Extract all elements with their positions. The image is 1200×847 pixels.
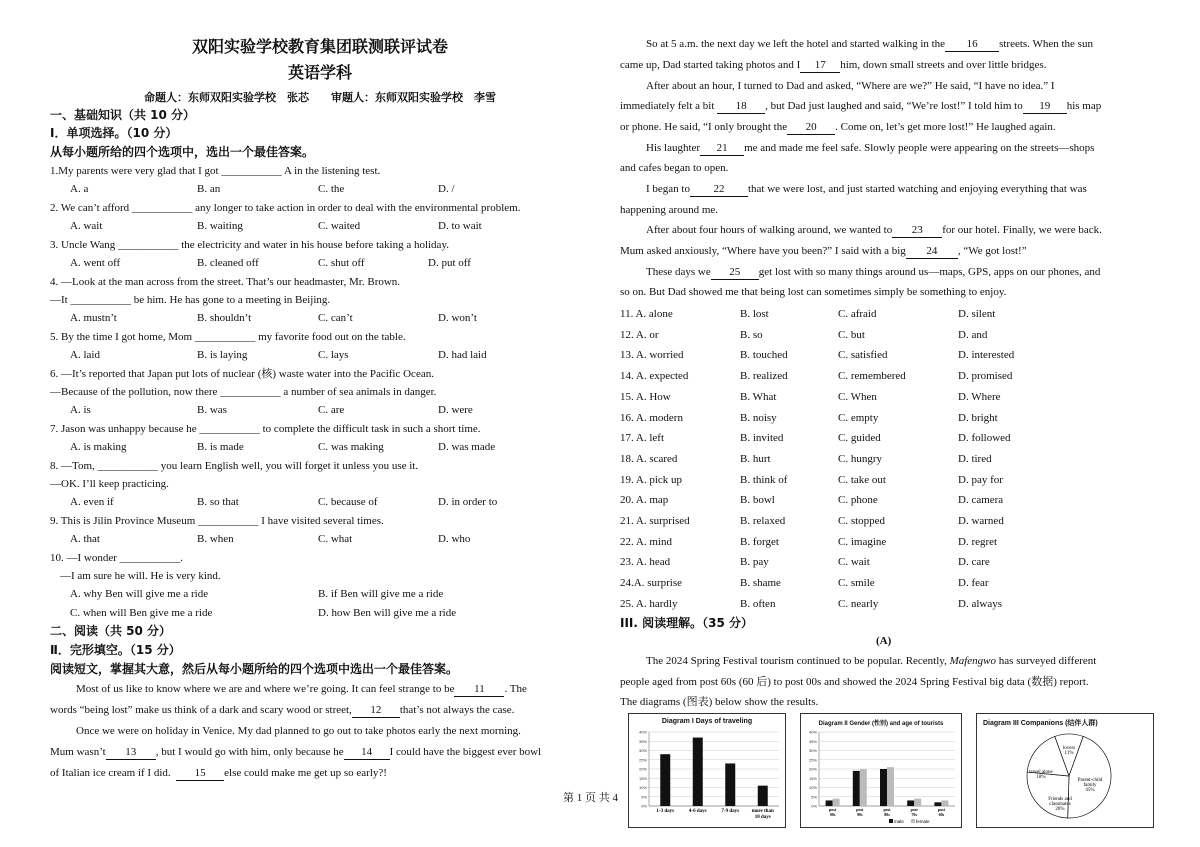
cloze-text: for our hotel. Finally, we were back. <box>942 224 1102 236</box>
cloze-option: 15. A. How <box>620 390 671 403</box>
q6-option-c: C. are <box>318 404 345 416</box>
bar-male <box>934 802 941 806</box>
x-tick-label: 4-6 days <box>688 809 707 814</box>
q2-option-a: A. wait <box>70 220 103 232</box>
cloze-line-14: happening around me. <box>620 204 719 216</box>
y-tick-label: 5% <box>811 794 817 800</box>
cloze-text: I could have the biggest ever bowl <box>389 746 542 758</box>
q4-option-a: A. mustn’t <box>70 312 117 324</box>
cloze-line-15 <box>646 223 1102 238</box>
cloze-option: C. hungry <box>838 452 882 465</box>
q8-option-b: B. so that <box>197 496 239 508</box>
bar-male <box>880 769 887 806</box>
cloze-text: else could make me get up so early?! <box>224 767 387 779</box>
cloze-option: C. but <box>838 328 865 341</box>
diagram-3-plot <box>977 726 1153 826</box>
blank-12: 12 <box>352 703 400 718</box>
cloze-text: immediately felt a bit <box>620 100 715 112</box>
q1-option-c: C. the <box>318 183 345 195</box>
cloze-option: 21. A. surprised <box>620 515 690 527</box>
q5-option-b: B. is laying <box>197 349 248 361</box>
reading-line-1 <box>646 654 1096 668</box>
cloze-option: C. wait <box>838 556 870 569</box>
reading-line-3: The diagrams (图表) below show the results. <box>620 696 819 708</box>
cloze-option: C. When <box>838 390 877 403</box>
q3-option-c: C. shut off <box>318 257 365 269</box>
question-3-stem: 3. Uncle Wang ___________ the electricity and water in his house before taking a holiday. <box>50 239 449 251</box>
cloze-option: C. imagine <box>838 535 887 548</box>
x-tick-label: post <box>883 807 891 812</box>
diagram-3 <box>976 713 1154 828</box>
reading-text: The 2024 Spring Festival tourism continued to be popular. Recently, <box>646 655 947 667</box>
q7-option-a: A. is making <box>70 441 127 453</box>
q4-option-d: D. won’t <box>438 312 477 324</box>
question-5-stem: 5. By the time I got home, Mom ___________ my favorite food out on the table. <box>50 331 406 343</box>
q2-option-d: D. to wait <box>438 220 482 232</box>
cloze-option: 14. A. expected <box>620 370 689 383</box>
q5-option-a: A. laid <box>70 349 100 361</box>
x-tick-label: post <box>910 807 918 812</box>
blank-11: 11 <box>454 682 504 697</box>
question-2-stem: 2. We can’t afford ___________ any longer to take action in order to deal with the environmental problem. <box>50 202 521 214</box>
reading-line-2: people aged from post 60s (60 后) to post 00s and showed the 2024 Spring Festival big data (数据) report. <box>620 676 1089 688</box>
diagram-2-title: Diagram II Gender (性别) and age of tourists <box>818 721 944 727</box>
cloze-option: B. forget <box>740 535 779 548</box>
cloze-text: or phone. He said, “I only brought the <box>620 121 788 133</box>
cloze-line-18: so on. But Dad showed me that being lost can sometimes simply be something to enjoy. <box>620 286 1007 298</box>
bar-male <box>826 800 833 806</box>
q3-option-a: A. went off <box>70 257 121 269</box>
x-tick-label: 1-3 days <box>656 809 675 814</box>
cloze-line-2 <box>50 703 514 718</box>
bar-male <box>907 800 914 806</box>
bar-female <box>833 799 840 806</box>
y-tick-label: 40% <box>638 729 647 735</box>
cloze-text: that we were lost, and just started watching and enjoying everything that was <box>747 183 1087 195</box>
blank-13: 13 <box>106 745 156 760</box>
question-1-stem: 1.My parents were very glad that I got ___________ A in the listening test. <box>50 165 381 177</box>
cloze-line-8: After about an hour, I turned to Dad and asked, “Where are we?” He said, “I have no idea.” I <box>646 80 1055 92</box>
q9-option-b: B. when <box>197 533 234 545</box>
q5-option-c: C. lays <box>318 349 349 361</box>
cloze-text: Most of us like to know where we are and where we’re going. It can feel strange to be <box>76 683 455 695</box>
cloze-option: 24.A. surprise <box>620 577 683 590</box>
slice-value: 45% <box>1085 788 1095 793</box>
question-10-stem: 10. —I wonder ___________. <box>50 552 183 564</box>
cloze-option: C. take out <box>838 473 886 486</box>
cloze-text: streets. When the sun <box>999 38 1093 50</box>
cloze-option: D. care <box>958 556 990 569</box>
x-tick-label: 60s <box>938 812 945 817</box>
bar-female <box>860 769 867 806</box>
blank-17: 17 <box>800 58 840 73</box>
reading-text: has surveyed different <box>998 655 1097 667</box>
cloze-line-7 <box>620 58 1046 73</box>
cloze-option: 17. A. left <box>620 432 664 445</box>
y-tick-label: 0% <box>811 803 817 809</box>
q6-option-d: D. were <box>438 404 473 416</box>
y-tick-label: 30% <box>808 748 817 753</box>
slice-value: 11% <box>1064 751 1074 756</box>
slice-label: classmates <box>1049 802 1071 807</box>
question-6-stem: 6. —It’s reported that Japan put lots of nuclear (核) waste water into the Pacific Ocean. <box>50 368 434 380</box>
x-tick-label: 90s <box>857 812 863 817</box>
cloze-option: B. so <box>740 328 763 341</box>
q8-option-a: A. even if <box>70 496 114 508</box>
q1-option-b: B. an <box>197 183 221 195</box>
question-10-stem-2: —I am sure he will. He is very kind. <box>60 570 221 582</box>
q6-option-b: B. was <box>197 404 227 416</box>
cloze-option: D. fear <box>958 577 989 590</box>
cloze-line-10 <box>620 120 1056 135</box>
slice-label: lovers <box>1062 746 1076 751</box>
q1-option-d: D. / <box>438 183 455 195</box>
legend-swatch <box>911 819 915 823</box>
cloze-option: B. pay <box>740 556 769 569</box>
cloze-text: came up, Dad started taking photos and I <box>620 59 801 71</box>
x-tick-label: 7-9 days <box>721 809 740 814</box>
q9-option-c: C. what <box>318 533 353 545</box>
blank-23: 23 <box>892 223 942 238</box>
q7-option-c: C. was making <box>318 441 384 453</box>
cloze-text: Mum wasn’t <box>50 746 106 758</box>
cloze-option: 12. A. or <box>620 328 659 341</box>
cloze-line-16 <box>620 244 1027 259</box>
cloze-text: His laughter <box>646 142 701 154</box>
part1-heading: 一、基础知识（共 10 分） <box>50 108 196 122</box>
y-tick-label: 15% <box>638 775 647 781</box>
blank-15: 15 <box>176 766 224 781</box>
cloze-option: B. relaxed <box>740 515 786 527</box>
blank-21: 21 <box>700 141 744 156</box>
cloze-option: B. shame <box>740 577 781 590</box>
section1-heading: Ⅰ．单项选择。（10 分） <box>50 126 178 140</box>
bar <box>660 754 670 806</box>
slice-label: Friends and <box>1048 797 1072 802</box>
cloze-text: me and made me feel safe. Slowly people were appearing on the streets—shops <box>744 142 1095 154</box>
cloze-line-9 <box>620 99 1101 114</box>
y-tick-label: 30% <box>638 748 647 753</box>
cloze-option: 16. A. modern <box>620 411 683 424</box>
q3-option-b: B. cleaned off <box>197 257 259 269</box>
cloze-text: him, down small streets and over little bridges. <box>840 59 1047 71</box>
x-tick-label: more than <box>751 809 774 814</box>
passage-label: (A) <box>876 635 892 647</box>
q10-option-c: C. when will Ben give me a ride <box>70 607 213 619</box>
cloze-line-17 <box>646 265 1100 280</box>
cloze-option: 20. A. map <box>620 494 669 507</box>
cloze-line-12: and cafes began to open. <box>620 162 729 174</box>
cloze-text: I began to <box>646 183 690 195</box>
blank-22: 22 <box>690 182 748 197</box>
cloze-text: his map <box>1066 100 1102 112</box>
q4-option-b: B. shouldn’t <box>197 312 252 324</box>
question-8-stem-2: —OK. I’ll keep practicing. <box>50 478 169 490</box>
cloze-option: 22. A. mind <box>620 535 672 548</box>
slice-value: 18% <box>1036 775 1046 780</box>
cloze-option: D. warned <box>958 515 1004 527</box>
cloze-option: C. satisfied <box>838 349 888 362</box>
blank-19: 19 <box>1023 99 1067 114</box>
q10-option-a: A. why Ben will give me a ride <box>70 588 209 600</box>
cloze-text: . The <box>504 683 527 695</box>
cloze-option: D. bright <box>958 411 998 424</box>
q9-option-a: A. that <box>70 533 100 545</box>
cloze-option: D. and <box>958 328 988 341</box>
y-tick-label: 20% <box>638 766 647 772</box>
diagram-1-plot <box>629 726 785 826</box>
cloze-option: 25. A. hardly <box>620 597 678 610</box>
q10-option-b: B. if Ben will give me a ride <box>318 588 444 600</box>
part2-heading: 二、阅读（共 50 分） <box>50 624 172 638</box>
q6-option-a: A. is <box>70 404 91 416</box>
blank-14: 14 <box>344 745 390 760</box>
cloze-option: B. think of <box>740 473 788 486</box>
cloze-line-5 <box>50 766 387 781</box>
slice-label: family <box>1083 783 1097 788</box>
y-tick-label: 20% <box>808 766 817 772</box>
y-tick-label: 10% <box>808 785 817 790</box>
cloze-option: C. afraid <box>838 308 877 320</box>
y-tick-label: 0% <box>641 803 647 809</box>
diagram-3-title: Diagram III Companions (结伴人群) <box>983 720 1098 727</box>
question-6-stem-2: —Because of the pollution, now there ___________ a number of sea animals in danger. <box>50 386 437 398</box>
cloze-option: D. interested <box>958 349 1015 362</box>
cloze-option: 13. A. worried <box>620 349 684 362</box>
question-9-stem: 9. This is Jilin Province Museum ___________ I have visited several times. <box>50 515 384 527</box>
cloze-text: , “We got lost!” <box>957 245 1027 257</box>
question-7-stem: 7. Jason was unhappy because he ___________ to complete the difficult task in such a short time. <box>50 423 481 435</box>
subject-title: 英语学科 <box>287 63 352 82</box>
cloze-option: C. smile <box>838 577 875 590</box>
cloze-option: D. tired <box>958 452 992 465</box>
cloze-option: C. empty <box>838 411 879 424</box>
blank-18: 18 <box>717 99 765 114</box>
page-number: 第 1 页 共 4 <box>563 792 618 804</box>
x-tick-label: post <box>829 807 837 812</box>
cloze-line-6 <box>646 37 1093 52</box>
slice-label: travel alone <box>1029 770 1053 775</box>
cloze-option: B. realized <box>740 370 788 383</box>
cloze-option: D. regret <box>958 535 998 548</box>
bar-female <box>887 767 894 806</box>
cloze-text: Mum asked anxiously, “Where have you been?” I said with a big <box>620 245 906 257</box>
bar-female <box>914 799 921 806</box>
slice-label: Parent-child <box>1077 778 1103 783</box>
bar <box>758 786 768 806</box>
bar-female <box>941 800 948 806</box>
diagram-1-title: Diagram I Days of traveling <box>661 718 753 725</box>
cloze-option: D. promised <box>958 370 1013 383</box>
blank-24: 24 <box>906 244 958 259</box>
cloze-option: D. Where <box>958 390 1001 403</box>
bar <box>725 763 735 806</box>
cloze-line-4 <box>50 745 541 760</box>
diagram-1 <box>628 713 786 828</box>
cloze-option: B. invited <box>740 432 784 445</box>
cloze-text: of Italian ice cream if I did. <box>50 767 171 779</box>
cloze-text: These days we <box>646 266 711 278</box>
cloze-line-1 <box>76 682 527 697</box>
q2-option-b: B. waiting <box>197 220 243 232</box>
cloze-text: , but Dad just laughed and said, “We’re lost!” I told him to <box>765 100 1023 112</box>
cloze-text: After about four hours of walking around, we wanted to <box>646 224 893 236</box>
cloze-option: 11. A. alone <box>620 308 673 320</box>
cloze-option: 18. A. scared <box>620 452 678 465</box>
x-tick-label: post <box>937 807 945 812</box>
legend-label: female <box>916 819 930 824</box>
question-4-stem: 4. —Look at the man across from the street. That’s our headmaster, Mr. Brown. <box>50 276 401 288</box>
x-tick-label: post <box>856 807 864 812</box>
part3-heading: III. 阅读理解。（35 分） <box>620 616 754 630</box>
section1-instruction: 从每小题所给的四个选项中，选出一个最佳答案。 <box>50 145 315 159</box>
cloze-option: D. camera <box>958 494 1004 507</box>
q9-option-d: D. who <box>438 533 471 545</box>
cloze-option: D. pay for <box>958 473 1003 486</box>
x-tick-label: 10 days <box>754 815 771 820</box>
cloze-line-11 <box>646 141 1094 156</box>
y-tick-label: 5% <box>641 794 647 800</box>
bar-male <box>853 771 860 806</box>
q5-option-d: D. had laid <box>438 349 487 361</box>
q4-option-c: C. can’t <box>318 312 353 324</box>
cloze-option: C. guided <box>838 432 881 445</box>
cloze-text: words “being lost” make us think of a dark and scary wood or street, <box>50 704 352 716</box>
q1-option-a: A. a <box>70 183 89 195</box>
cloze-option: C. nearly <box>838 597 879 610</box>
y-tick-label: 15% <box>808 775 817 781</box>
diagram-2 <box>800 713 962 828</box>
cloze-option: B. touched <box>740 349 788 362</box>
cloze-option: B. bowl <box>740 494 775 507</box>
cloze-option: B. lost <box>740 308 769 320</box>
cloze-option: C. stopped <box>838 515 886 527</box>
x-tick-label: 00s <box>829 812 836 817</box>
y-tick-label: 10% <box>638 785 647 790</box>
section2-heading: Ⅱ．完形填空。（15 分） <box>50 643 181 657</box>
cloze-text: . Come on, let’s get more lost!” He laughed again. <box>835 121 1056 133</box>
q3-option-d: D. put off <box>428 257 471 269</box>
cloze-text: So at 5 a.m. the next day we left the hotel and started walking in the <box>646 38 946 50</box>
authors-line: 命题人：东师双阳实验学校 张芯 审题人：东师双阳实验学校 李雪 <box>144 91 496 104</box>
legend-label: male <box>894 819 904 824</box>
exam-title: 双阳实验学校教育集团联测联评试卷 <box>191 37 448 56</box>
cloze-option: D. followed <box>958 432 1011 445</box>
q8-option-c: C. because of <box>318 496 378 508</box>
cloze-option: B. What <box>740 390 777 403</box>
section2-instruction: 阅读短文，掌握其大意，然后从每小题所给的四个选项中选出一个最佳答案。 <box>50 662 459 676</box>
blank-16: 16 <box>945 37 999 52</box>
q8-option-d: D. in order to <box>438 496 498 508</box>
bar <box>693 738 703 806</box>
q10-option-d: D. how Ben will give me a ride <box>318 607 457 619</box>
cloze-option: B. noisy <box>740 411 777 424</box>
cloze-option: 19. A. pick up <box>620 473 683 486</box>
cloze-option: C. phone <box>838 494 878 507</box>
question-8-stem: 8. —Tom, ___________ you learn English well, you will forget it unless you use it. <box>50 460 419 472</box>
q7-option-b: B. is made <box>197 441 244 453</box>
q7-option-d: D. was made <box>438 441 496 453</box>
x-tick-label: 80s <box>884 812 890 817</box>
cloze-option: C. remembered <box>838 370 906 383</box>
slice-value: 26% <box>1055 807 1065 812</box>
cloze-option: B. often <box>740 597 776 610</box>
y-tick-label: 25% <box>638 757 647 763</box>
brand-name: Mafengwo <box>949 655 997 667</box>
cloze-text: , but I would go with him, only because he <box>155 746 344 758</box>
blank-25: 25 <box>711 265 759 280</box>
x-tick-label: 70s <box>911 812 917 817</box>
cloze-option: D. silent <box>958 308 996 320</box>
blank-20: 20 <box>787 120 835 135</box>
q2-option-c: C. waited <box>318 220 361 232</box>
y-tick-label: 25% <box>808 757 817 763</box>
cloze-line-13 <box>646 182 1087 197</box>
cloze-option: D. always <box>958 597 1002 610</box>
y-tick-label: 35% <box>638 738 647 744</box>
cloze-text: that’s not always the case. <box>399 704 515 716</box>
y-tick-label: 40% <box>808 729 817 735</box>
legend-swatch <box>889 819 893 823</box>
y-tick-label: 35% <box>808 738 817 744</box>
cloze-text: get lost with so many things around us—maps, GPS, apps on our phones, and <box>758 266 1101 278</box>
cloze-option: B. hurt <box>740 452 771 465</box>
question-4-stem-2: —It ___________ be him. He has gone to a meeting in Beijing. <box>50 294 331 306</box>
diagram-2-plot <box>801 726 961 826</box>
cloze-option: 23. A. head <box>620 556 671 569</box>
cloze-line-3: Once we were on holiday in Venice. My dad planned to go out to take photos early the next morning. <box>76 725 521 737</box>
